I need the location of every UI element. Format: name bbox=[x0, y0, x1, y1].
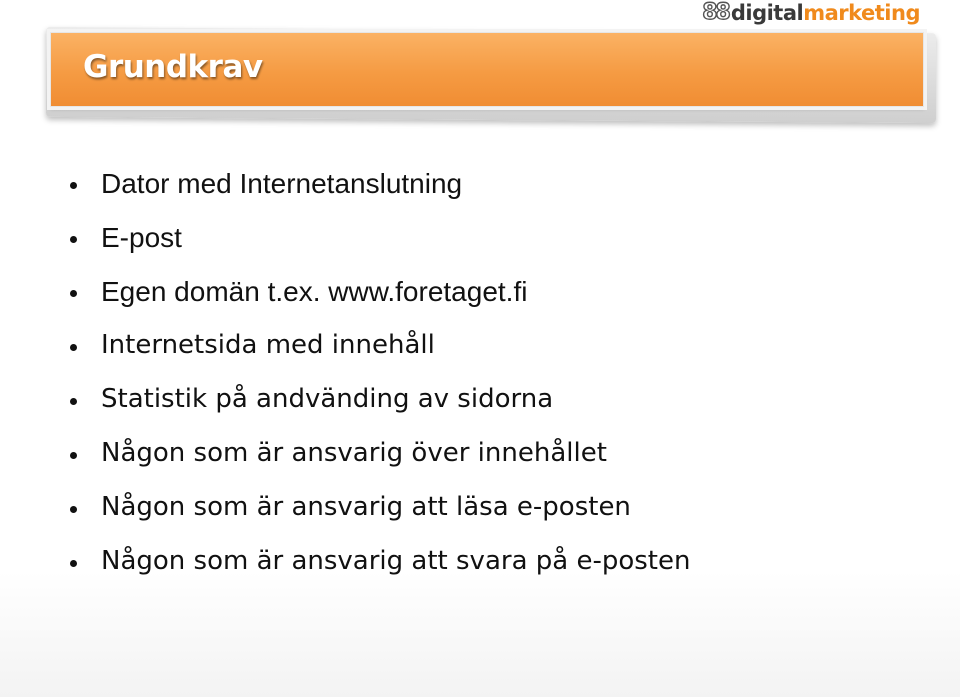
logo-word-marketing: marketing bbox=[803, 1, 920, 25]
slide-title: Grundkrav bbox=[83, 49, 263, 85]
bullet-item: Egen domän t.ex. www.foretaget.fi bbox=[70, 276, 690, 330]
title-bar bbox=[50, 32, 924, 107]
bullet-item: Statistik på andvänding av sidorna bbox=[70, 384, 690, 438]
bullet-item: Dator med Internetanslutning bbox=[70, 168, 690, 222]
bullet-item: Internetsida med innehåll bbox=[70, 330, 690, 384]
brand-logo bbox=[702, 2, 920, 24]
logo-eights: 88 bbox=[702, 0, 729, 25]
bullet-item: Någon som är ansvarig att läsa e-posten bbox=[70, 492, 690, 546]
bullet-item: Någon som är ansvarig att svara på e-posten bbox=[70, 546, 690, 600]
bullet-item: E-post bbox=[70, 222, 690, 276]
bullet-item: Någon som är ansvarig över innehållet bbox=[70, 438, 690, 492]
logo-word-digital: digital bbox=[730, 1, 804, 25]
bullet-list bbox=[70, 168, 690, 600]
